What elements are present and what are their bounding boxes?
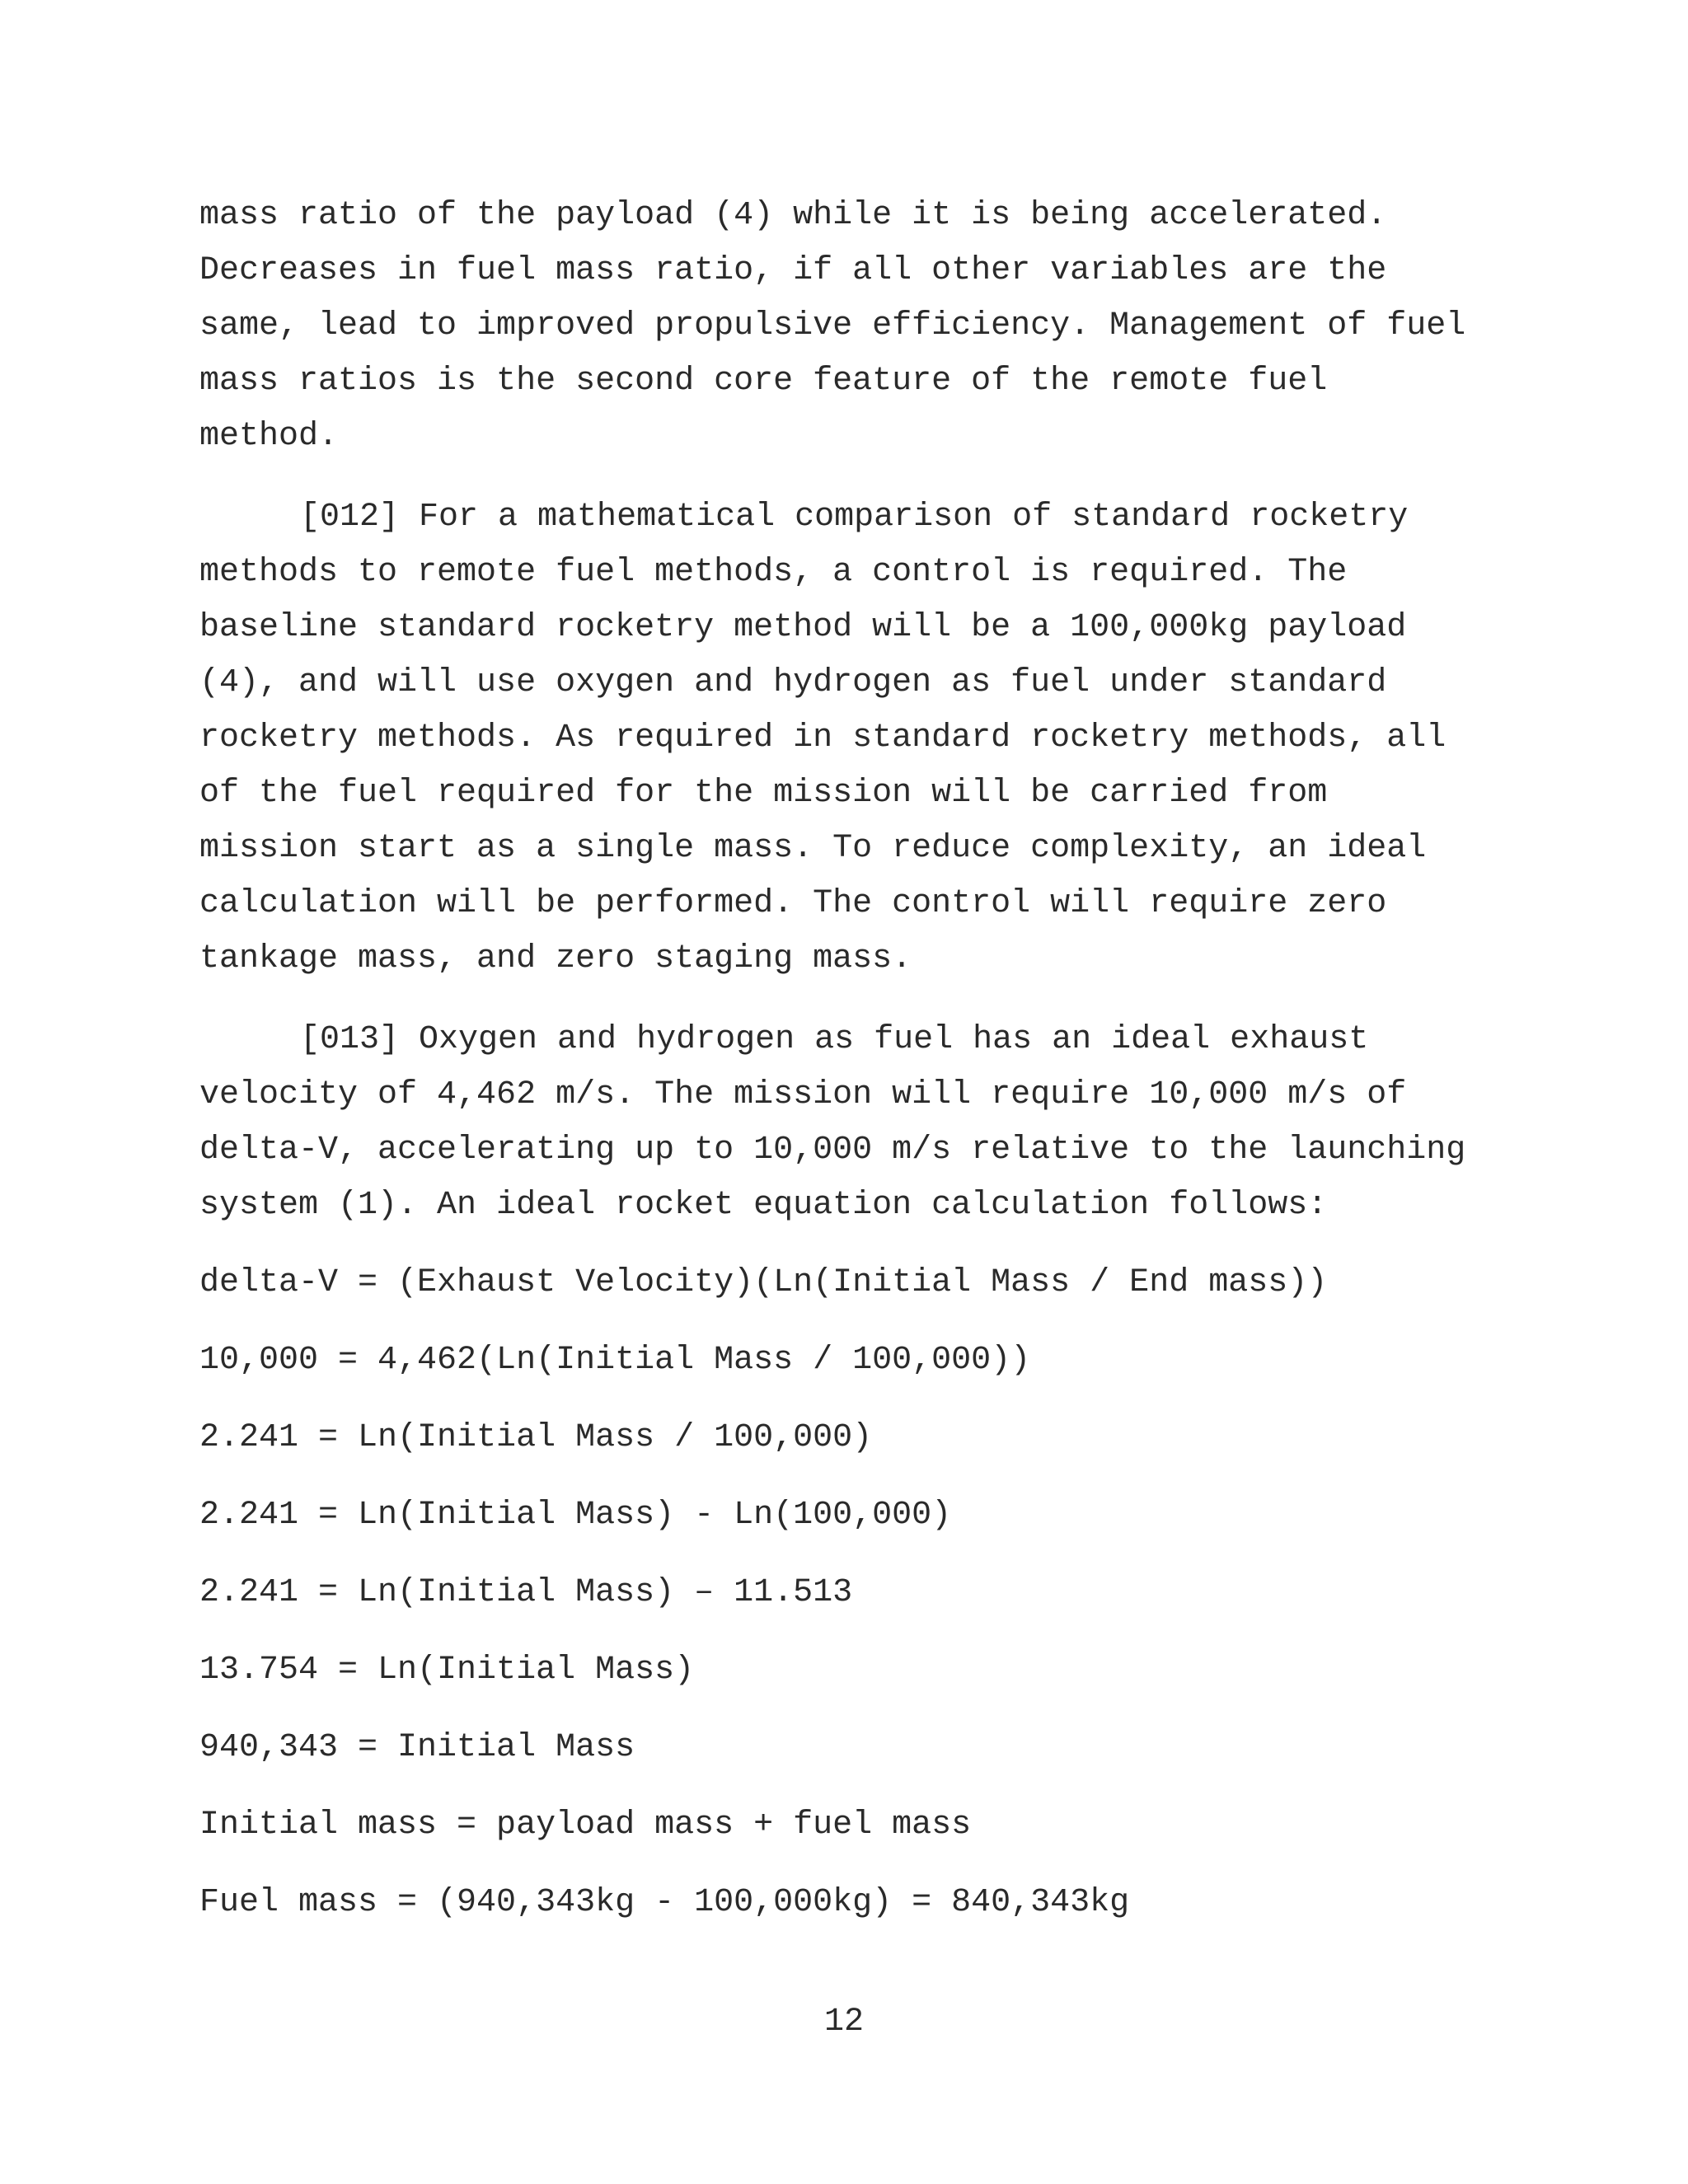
page-number: 12	[823, 2004, 864, 2041]
text-line: same, lead to improved propulsive efficiency. Management of fuel	[199, 307, 1466, 344]
equation-line: 2.241 = Ln(Initial Mass) – 11.513	[199, 1574, 853, 1611]
equation-line: 13.754 = Ln(Initial Mass)	[199, 1652, 695, 1689]
equation-line: Initial mass = payload mass + fuel mass	[199, 1807, 972, 1844]
text-line: delta-V, accelerating up to 10,000 m/s relative to the launching	[199, 1132, 1466, 1169]
text-line: (4), and will use oxygen and hydrogen as fuel under standard	[199, 664, 1387, 701]
text-line: calculation will be performed. The control will require zero	[199, 885, 1387, 922]
text-line: Decreases in fuel mass ratio, if all other variables are the	[199, 252, 1387, 289]
text-line: tankage mass, and zero staging mass.	[199, 940, 912, 977]
text-line: rocketry methods. As required in standard rocketry methods, all	[199, 719, 1447, 757]
text-line: mission start as a single mass. To reduce complexity, an ideal	[199, 830, 1427, 867]
text-line: velocity of 4,462 m/s. The mission will require 10,000 m/s of	[199, 1076, 1407, 1113]
text-line: method.	[199, 418, 339, 455]
text-line: mass ratio of the payload (4) while it is being accelerated.	[199, 197, 1387, 234]
text-line: of the fuel required for the mission will be carried from	[199, 775, 1328, 812]
equation-line: Fuel mass = (940,343kg - 100,000kg) = 840,343kg	[199, 1884, 1130, 1921]
equation-line: 2.241 = Ln(Initial Mass) - Ln(100,000)	[199, 1497, 952, 1534]
text-line: [012] For a mathematical comparison of standard rocketry	[300, 499, 1409, 536]
text-line: [013] Oxygen and hydrogen as fuel has an ideal exhaust	[300, 1021, 1369, 1058]
equation-line: 10,000 = 4,462(Ln(Initial Mass / 100,000))	[199, 1342, 1031, 1379]
text-line: methods to remote fuel methods, a control is required. The	[199, 554, 1348, 591]
equation-line: delta-V = (Exhaust Velocity)(Ln(Initial Mass / End mass))	[199, 1264, 1328, 1301]
equation-line: 2.241 = Ln(Initial Mass / 100,000)	[199, 1419, 873, 1456]
equation-line: 940,343 = Initial Mass	[199, 1729, 635, 1766]
text-line: baseline standard rocketry method will be a 100,000kg payload	[199, 609, 1407, 646]
text-line: mass ratios is the second core feature of the remote fuel	[199, 363, 1328, 400]
text-line: system (1). An ideal rocket equation calculation follows:	[199, 1187, 1328, 1224]
